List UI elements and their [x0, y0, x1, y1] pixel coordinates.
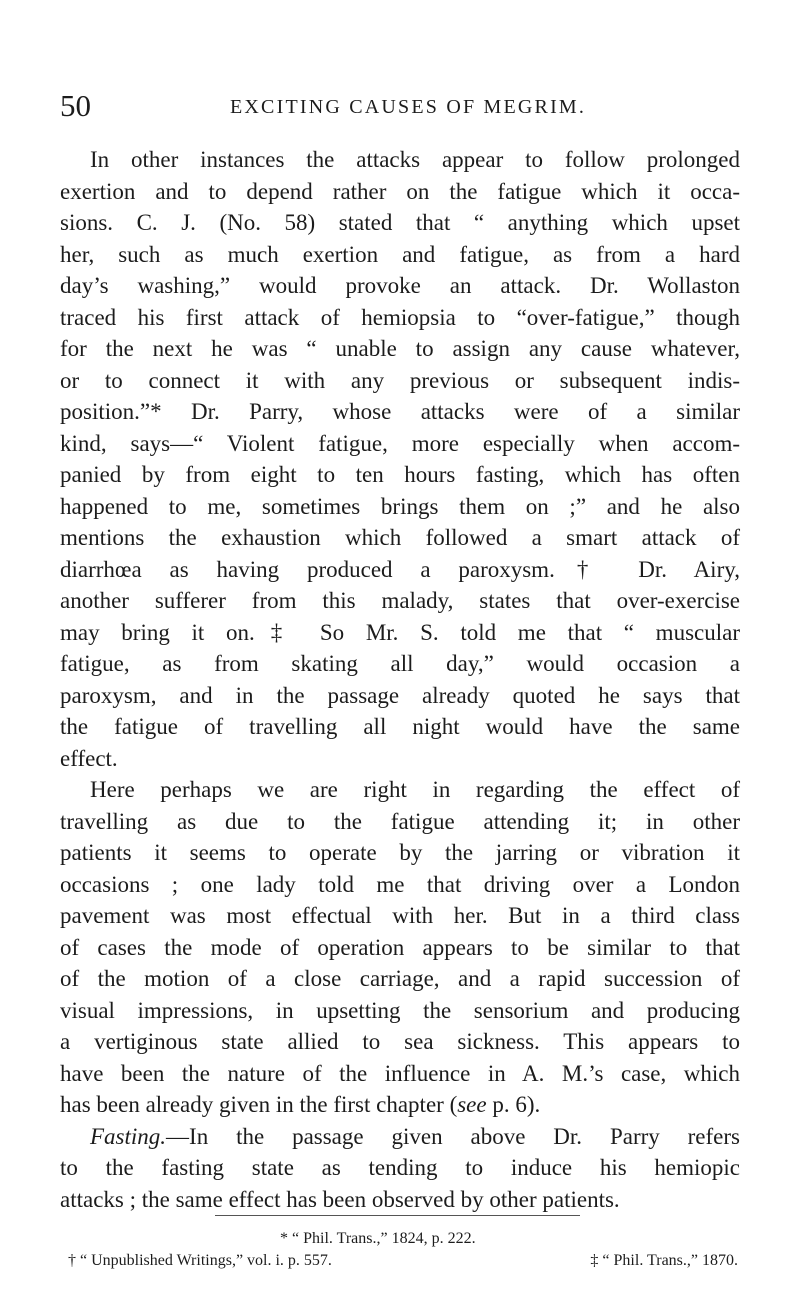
text-line: effect.	[60, 745, 118, 771]
text-line: visual impressions, in upsetting the sensorium and producing	[60, 997, 740, 1023]
text-line: the fatigue of travelling all night would have the same	[60, 714, 740, 739]
footnote-row	[60, 1250, 738, 1272]
text-line: pavement was most effectual with her. But in a third class	[60, 903, 740, 928]
text-line: attacks ; the same effect has been observed by other patients.	[60, 1186, 620, 1212]
text-line: a vertiginous state allied to sea sickness. This appears to	[60, 1029, 740, 1054]
text-line: may bring it on.‡ So Mr. S. told me that “ muscular	[60, 619, 740, 645]
text-line: paroxysm, and in the passage already quoted he says that	[60, 682, 740, 708]
text-line: position.”* Dr. Parry, whose attacks were of a similar	[60, 399, 740, 424]
text-line: patients it seems to operate by the jarring or vibration it	[60, 840, 740, 865]
footnote-double-dagger: ‡ “ Phil. Trans.,” 1870.	[590, 1252, 738, 1269]
body-text	[60, 144, 740, 1215]
text-line: In other instances the attacks appear to follow prolonged	[90, 147, 740, 172]
text-line: of the motion of a close carriage, and a rapid succession of	[60, 966, 740, 991]
text-line: her, such as much exertion and fatigue, as from a hard	[60, 241, 740, 267]
text-line: kind, says—“ Violent fatigue, more especially when accom-	[60, 430, 740, 456]
text-line: mentions the exhaustion which followed a smart attack of	[60, 525, 740, 550]
text-line: have been the nature of the influence in A. M.’s case, which	[60, 1060, 740, 1086]
text-line: another sufferer from this malady, states that over-exercise	[60, 588, 740, 613]
see-reference: see	[457, 1092, 487, 1117]
text-line: of cases the mode of operation appears to be similar to that	[60, 934, 740, 960]
text-line: to the fasting state as tending to induce his hemiopic	[60, 1155, 740, 1180]
page-number: 50	[60, 88, 91, 123]
text-line: or to connect it with any previous or subsequent indis-	[60, 367, 740, 393]
footnotes	[60, 1228, 740, 1272]
footnote-dagger: † “ Unpublished Writings,” vol. i. p. 557.	[68, 1252, 332, 1269]
paragraph-travelling	[60, 774, 740, 1121]
text-line: travelling as due to the fatigue attending it; in other	[60, 808, 740, 834]
footnote-star: * “ Phil. Trans.,” 1824, p. 222.	[280, 1230, 476, 1247]
text-line: occasions ; one lady told me that driving over a London	[60, 871, 740, 897]
text-line: happened to me, sometimes brings them on ;” and he also	[60, 493, 740, 519]
text-line: exertion and to depend rather on the fatigue which it occa-	[60, 178, 740, 204]
text-line: traced his first attack of hemiopsia to “over-fatigue,” though	[60, 304, 740, 330]
text-line: diarrhœa as having produced a paroxysm.† Dr. Airy,	[60, 556, 740, 582]
paragraph-exertion	[60, 144, 740, 774]
text-line: panied by from eight to ten hours fasting, which has often	[60, 462, 740, 487]
running-head	[60, 88, 740, 124]
running-title: EXCITING CAUSES OF MEGRIM.	[230, 96, 587, 118]
text-line: for the next he was “ unable to assign any cause whatever,	[60, 336, 740, 361]
text-line: sions. C. J. (No. 58) stated that “ anything which upset	[60, 210, 740, 235]
footnote-rule	[215, 1215, 580, 1216]
fasting-heading: Fasting.	[90, 1123, 167, 1149]
paragraph-fasting	[60, 1121, 740, 1216]
text-line: has been already given in the first chapter (see p. 6).	[60, 1092, 541, 1117]
text-line: day’s washing,” would provoke an attack. Dr. Wollaston	[60, 273, 740, 298]
text-line: fatigue, as from skating all day,” would occasion a	[60, 651, 740, 676]
text-line: Here perhaps we are right in regarding the effect of	[90, 777, 740, 802]
text-line: Fasting.—In the passage given above Dr. Parry refers	[90, 1123, 740, 1149]
